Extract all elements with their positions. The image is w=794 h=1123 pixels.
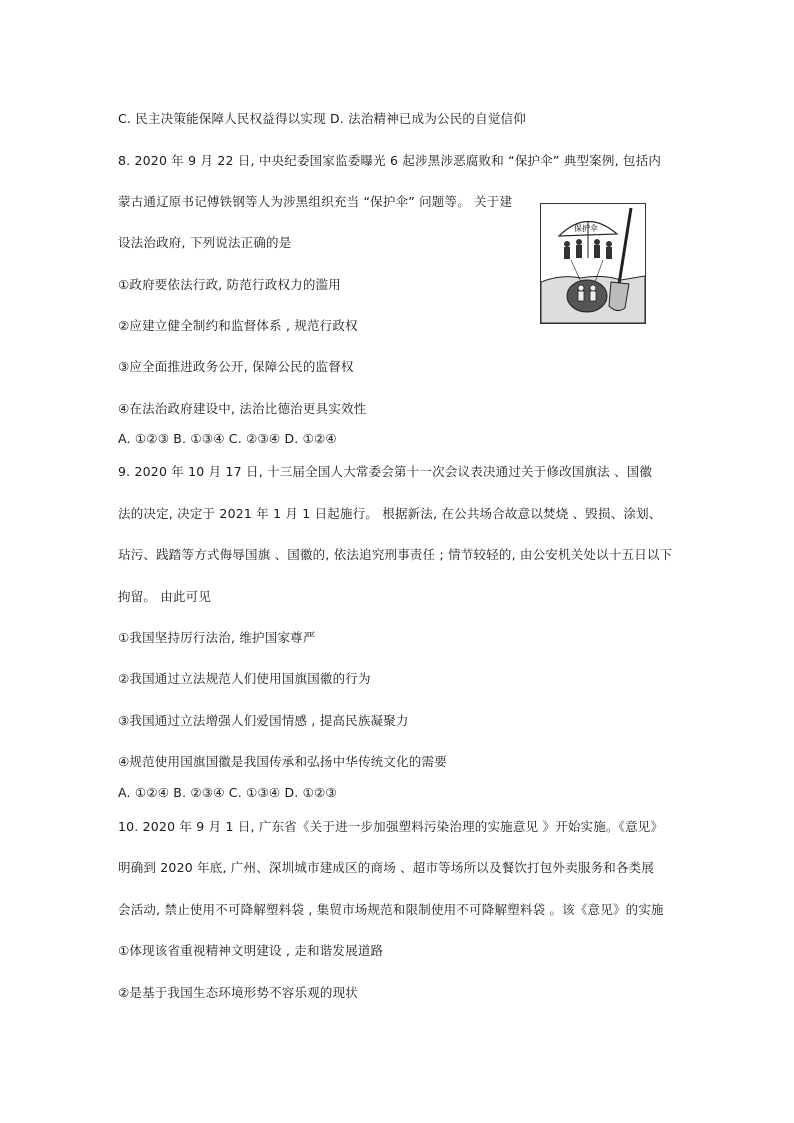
line-1: 8. 2020 年 9 月 22 日, 中央纪委国家监委曝光 6 起涉黑涉恶腐败和 “保护伞” 典型案例, 包括内 bbox=[118, 153, 662, 168]
line-18: 10. 2020 年 9 月 1 日, 广东省《关于进一步加强塑料污染治理的实施意见 》开始实施。《意见》 bbox=[118, 819, 664, 834]
cartoon-drawing bbox=[541, 204, 645, 323]
line-4: ①政府要依法行政, 防范行政权力的滥用 bbox=[118, 277, 341, 292]
line-13: ①我国坚持厉行法治, 维护国家尊严 bbox=[118, 630, 316, 645]
line-22: ②是基于我国生态环境形势不容乐观的现状 bbox=[118, 985, 359, 1000]
line-20: 会活动, 禁止使用不可降解塑料袋 , 集贸市场规范和限制使用不可降解塑料袋 。该《意见》的实施 bbox=[118, 902, 664, 917]
line-3: 设法治政府, 下列说法正确的是 bbox=[118, 235, 292, 250]
line-8: A. ①②③ B. ①③④ C. ②③④ D. ①②④ bbox=[118, 431, 337, 446]
line-12: 拘留。 由此可见 bbox=[118, 589, 212, 604]
line-5: ②应建立健全制约和监督体系 , 规范行政权 bbox=[118, 318, 358, 333]
line-7: ④在法治政府建设中, 法治比德治更具实效性 bbox=[118, 401, 367, 416]
line-6: ③应全面推进政务公开, 保障公民的监督权 bbox=[118, 359, 354, 374]
line-9: 9. 2020 年 10 月 17 日, 十三届全国人大常委会第十一次会议表决通过关于修改国旗法 、国徽 bbox=[118, 464, 653, 479]
line-19: 明确到 2020 年底, 广州、深圳城市建成区的商场 、超市等场所以及餐饮打包外卖服务和各类展 bbox=[118, 860, 655, 875]
line-11: 玷污、践踏等方式侮辱国旗 、国徽的, 依法追究刑事责任 ; 情节较轻的, 由公安机关处以十五日以下 bbox=[118, 547, 673, 562]
line-2: 蒙古通辽原书记傅铁钢等人为涉黑组织充当 “保护伞” 问题等。 关于建 bbox=[118, 194, 513, 209]
line-21: ①体现该省重视精神文明建设 , 走和谐发展道路 bbox=[118, 943, 384, 958]
line-0: C. 民主决策能保障人民权益得以实现 D. 法治精神已成为公民的自觉信仰 bbox=[118, 111, 526, 126]
umbrella-label: 保护伞 bbox=[574, 224, 598, 233]
protective-umbrella-cartoon bbox=[540, 203, 646, 324]
line-15: ③我国通过立法增强人们爱国情感 , 提高民族凝聚力 bbox=[118, 713, 409, 728]
line-14: ②我国通过立法规范人们使用国旗国徽的行为 bbox=[118, 671, 371, 686]
line-10: 法的决定, 决定于 2021 年 1 月 1 日起施行。 根据新法, 在公共场合故意以焚烧 、毁损、涂划、 bbox=[118, 506, 662, 521]
line-17: A. ①②④ B. ②③④ C. ①③④ D. ①②③ bbox=[118, 785, 337, 800]
line-16: ④规范使用国旗国徽是我国传承和弘扬中华传统文化的需要 bbox=[118, 754, 447, 769]
